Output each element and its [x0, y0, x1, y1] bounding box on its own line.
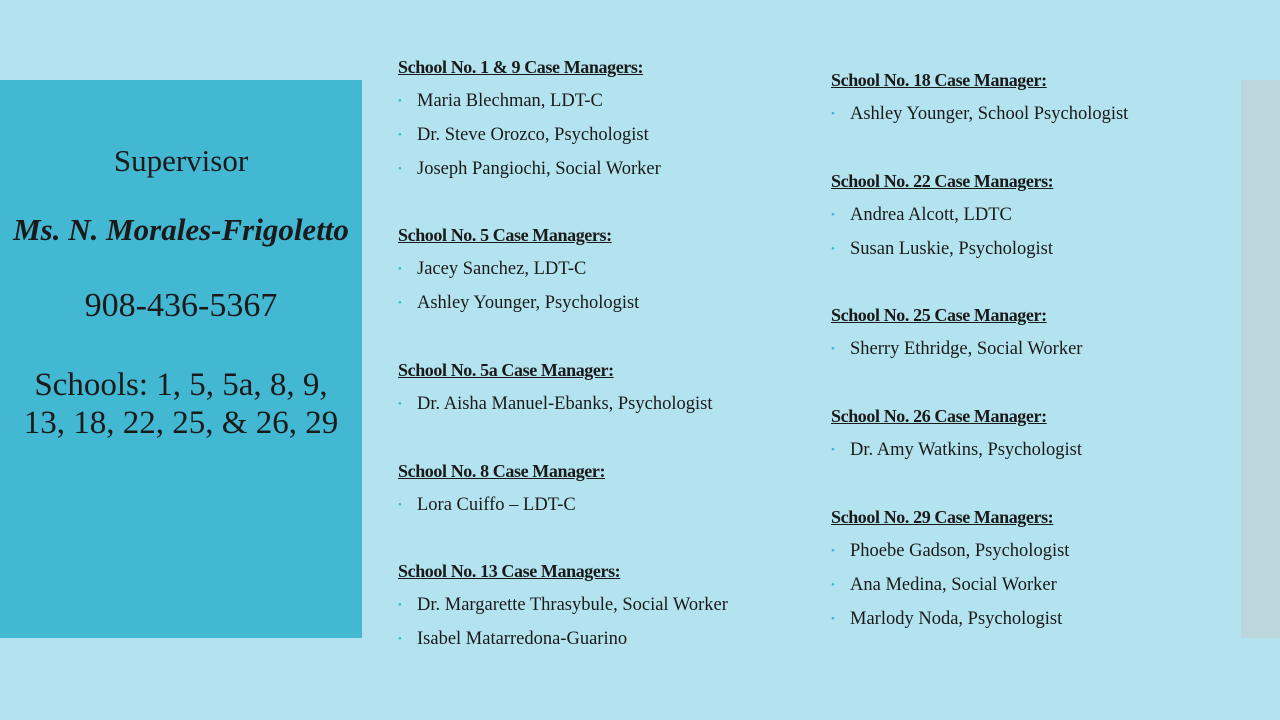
bullet-icon: • — [831, 444, 835, 456]
bullet-icon: • — [831, 243, 835, 255]
supervisor-phone: 908-436-5367 — [84, 287, 278, 324]
section-school-5a — [398, 360, 712, 428]
bullet-icon: • — [398, 129, 402, 141]
section-title: School No. 13 Case Managers: — [398, 561, 621, 581]
section-school-8 — [398, 461, 605, 529]
list-item: • Dr. Steve Orozco, Psychologist — [398, 125, 649, 145]
section-title: School No. 8 Case Manager: — [398, 461, 606, 481]
section-school-22 — [831, 171, 1053, 273]
list-item: • Sherry Ethridge, Social Worker — [831, 339, 1083, 359]
section-title: School No. 1 & 9 Case Managers: — [398, 57, 644, 77]
list-item: • Phoebe Gadson, Psychologist — [831, 541, 1070, 561]
list-item: • Maria Blechman, LDT-C — [398, 91, 603, 111]
schools-line-2: 13, 18, 22, 25, & 26, 29 — [23, 405, 339, 441]
list-item: • Andrea Alcott, LDTC — [831, 205, 1012, 225]
bullet-icon: • — [398, 599, 402, 611]
section-school-18 — [831, 70, 1128, 138]
supervisor-heading: Supervisor — [113, 143, 249, 178]
bullet-icon: • — [398, 633, 402, 645]
list-item: • Joseph Pangiochi, Social Worker — [398, 159, 661, 179]
list-item: • Isabel Matarredona-Guarino — [398, 629, 628, 649]
section-title: School No. 29 Case Managers: — [831, 507, 1054, 527]
section-school-29 — [831, 507, 1069, 643]
section-title: School No. 18 Case Manager: — [831, 70, 1047, 90]
list-item: • Ashley Younger, Psychologist — [398, 293, 640, 313]
bullet-icon: • — [398, 297, 402, 309]
list-item: • Ana Medina, Social Worker — [831, 575, 1057, 595]
list-item: • Jacey Sanchez, LDT-C — [398, 259, 587, 279]
section-title: School No. 22 Case Managers: — [831, 171, 1054, 191]
list-item: • Marlody Noda, Psychologist — [831, 609, 1063, 629]
supervisor-schools — [0, 366, 362, 442]
bullet-icon: • — [398, 163, 402, 175]
bullet-icon: • — [398, 499, 402, 511]
bullet-icon: • — [398, 263, 402, 275]
section-title: School No. 5a Case Manager: — [398, 360, 614, 380]
bullet-icon: • — [831, 545, 835, 557]
bullet-icon: • — [831, 579, 835, 591]
bullet-icon: • — [831, 209, 835, 221]
bullet-icon: • — [831, 613, 835, 625]
section-school-5 — [398, 225, 639, 327]
section-title: School No. 25 Case Manager: — [831, 305, 1047, 325]
list-item: • Dr. Margarette Thrasybule, Social Worker — [398, 595, 728, 615]
section-school-26 — [831, 406, 1082, 474]
bullet-icon: • — [831, 108, 835, 120]
list-item: • Susan Luskie, Psychologist — [831, 239, 1053, 259]
section-school-13 — [398, 561, 728, 663]
bullet-icon: • — [831, 343, 835, 355]
bullet-icon: • — [398, 398, 402, 410]
supervisor-name: Ms. N. Morales-Frigoletto — [13, 212, 349, 247]
decorative-strip — [1241, 80, 1280, 638]
bullet-icon: • — [398, 95, 402, 107]
section-school-25 — [831, 305, 1082, 373]
section-school-1-9 — [398, 57, 661, 193]
list-item: • Dr. Aisha Manuel-Ebanks, Psychologist — [398, 394, 713, 414]
section-title: School No. 5 Case Managers: — [398, 225, 612, 245]
list-item: • Lora Cuiffo – LDT-C — [398, 495, 576, 515]
schools-line-1: Schools: 1, 5, 5a, 8, 9, — [34, 367, 328, 403]
section-title: School No. 26 Case Manager: — [831, 406, 1047, 426]
list-item: • Dr. Amy Watkins, Psychologist — [831, 440, 1083, 460]
list-item: • Ashley Younger, School Psychologist — [831, 104, 1129, 124]
